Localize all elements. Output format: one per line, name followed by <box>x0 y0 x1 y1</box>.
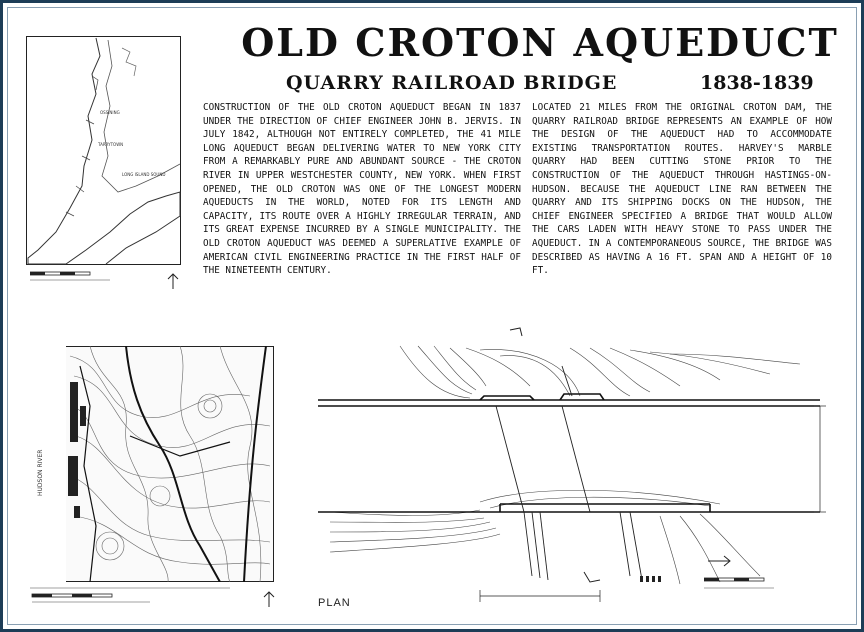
topographic-map-scale-bar <box>30 584 250 608</box>
north-arrow-icon <box>166 272 180 290</box>
bridge-plan-drawing <box>300 326 840 604</box>
north-arrow-icon <box>262 590 276 608</box>
svg-text:LONG ISLAND SOUND: LONG ISLAND SOUND <box>122 172 166 177</box>
svg-text:OSSINING: OSSINING <box>100 110 120 115</box>
bridge-paragraph: LOCATED 21 MILES FROM THE ORIGINAL CROTON DAM, THE QUARRY RAILROAD BRIDGE REPRESENTS AN EXAMPLE OF HOW THE DESIGN OF THE AQUEDUCT HAD TO ACCOMMODATE EXISTING TRANSPORTATION ROUTES. HARVEY'S MARBLE QUARRY HAD BEEN CUTTING STONE PRIOR TO THE CONSTRUCTION OF THE AQUEDUCT THROUGH HASTINGS-ON-HUDSON. BECAUSE THE AQUEDUCT LINE RAN BETWEEN THE QUARRY AND ITS SHIPPING DOCKS ON THE HUDSON, THE CHIEF ENGINEER SPECIFIED A BRIDGE THAT WOULD ALLOW THE CARS LADEN WITH HEAVY STONE TO PASS UNDER THE AQUEDUCT. IN A CONTEMPORANEOUS SOURCE, THE BRIDGE WAS DESCRIBED AS HAVING A 16 FT. SPAN AND A HEIGHT OF 10 FT. <box>532 102 832 277</box>
plan-label: PLAN <box>318 597 351 609</box>
topographic-map <box>30 346 274 582</box>
main-title: OLD CROTON AQUEDUCT <box>241 20 839 65</box>
location-map <box>26 36 184 268</box>
plan-scale-bar <box>704 576 784 596</box>
location-map-scale-bar <box>30 270 130 284</box>
svg-text:TARRYTOWN: TARRYTOWN <box>98 142 124 147</box>
arrow-right-icon <box>706 554 734 568</box>
hudson-river-label: HUDSON RIVER <box>37 449 44 496</box>
history-paragraph: CONSTRUCTION OF THE OLD CROTON AQUEDUCT BEGAN IN 1837 UNDER THE DIRECTION OF CHIEF ENGINEER JOHN B. JERVIS. IN JULY 1842, ALTHOUGH NOT ENTIRELY COMPLETED, THE 41 MILE LONG AQUEDUCT BEGAN DELIVERING WATER TO NEW YORK CITY FROM A REMARKABLY PURE AND ABUNDANT SOURCE - THE CROTON RIVER IN UPPER WESTCHESTER COUNTY, NEW YORK. WHEN FIRST OPENED, THE OLD CROTON WAS ONE OF THE LONGEST MODERN AQUEDUCTS IN THE WORLD, NOTED FOR ITS LENGTH AND CAPACITY, ITS ROUTE OVER A HIGHLY IRREGULAR TERRAIN, AND ITS GREAT EXPENSE INCURRED BY A SINGLE MUNICIPALITY. THE OLD CROTON AQUEDUCT WAS DEEMED A SUPERLATIVE EXAMPLE OF AMERICAN CIVIL ENGINEERING PRACTICE IN THE FIRST HALF OF THE NINETEENTH CENTURY. <box>203 102 521 277</box>
date-range: 1838-1839 <box>700 72 814 94</box>
subtitle: QUARRY RAILROAD BRIDGE <box>286 72 618 94</box>
